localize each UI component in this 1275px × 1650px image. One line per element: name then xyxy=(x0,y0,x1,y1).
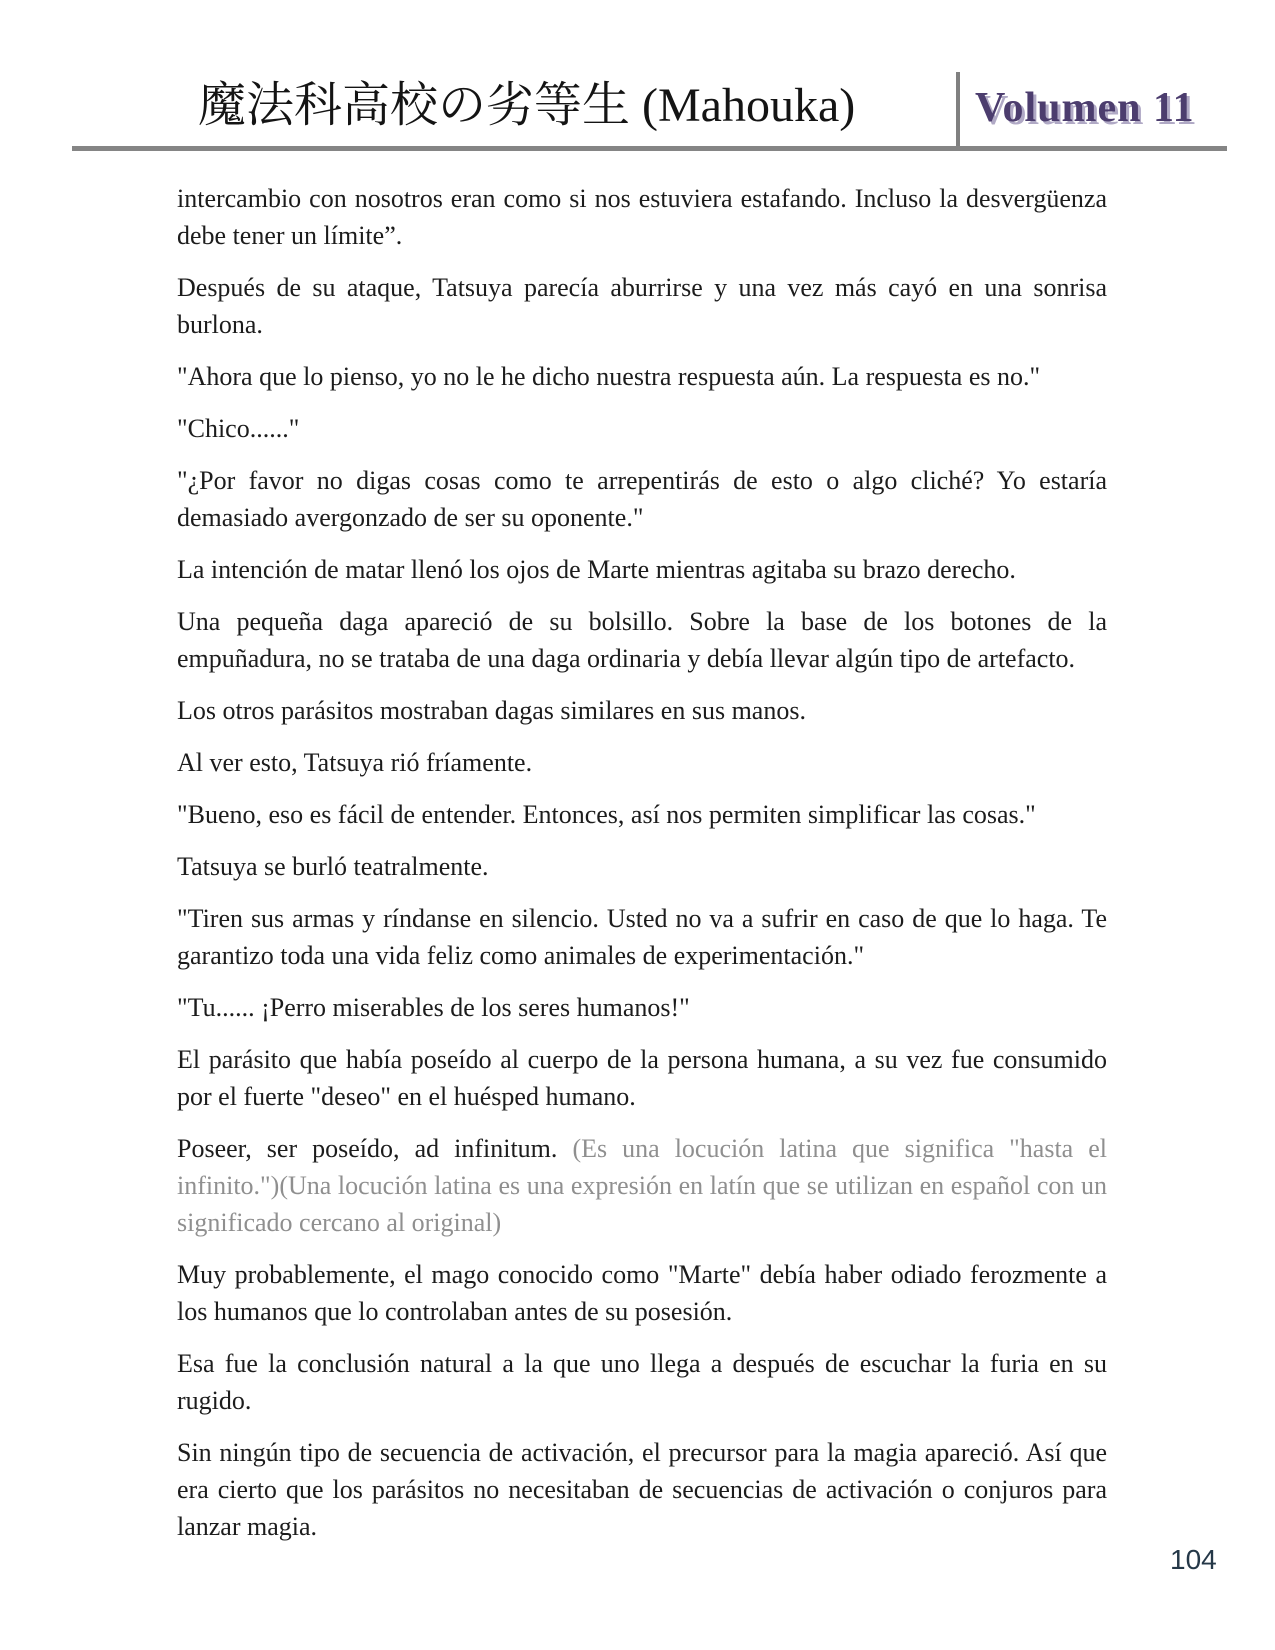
paragraph xyxy=(177,410,1107,447)
paragraph xyxy=(177,462,1107,536)
paragraph-text: Poseer, ser poseído, ad infinitum. xyxy=(177,1134,558,1163)
paragraph-text: Al ver esto, Tatsuya rió fríamente. xyxy=(177,748,533,777)
paragraph xyxy=(177,744,1107,781)
paragraph xyxy=(177,1256,1107,1330)
paragraph-text: Tatsuya se burló teatralmente. xyxy=(177,852,489,881)
paragraph xyxy=(177,269,1107,343)
paragraph xyxy=(177,358,1107,395)
paragraph xyxy=(177,796,1107,833)
paragraph-text: "Ahora que lo pienso, yo no le he dicho nuestra respuesta aún. La respuesta es no." xyxy=(177,362,1041,391)
page-number: 104 xyxy=(1170,1544,1217,1575)
paragraph xyxy=(177,989,1107,1026)
title-text: 魔法科高校の劣等生 (Mahouka) xyxy=(198,79,856,132)
translator-note-text: (Es una locución latina que significa "hasta el infinito.")(Una locución latina es una expresión en latín que se utilizan en español con un significado cercano al original) xyxy=(177,1134,1108,1237)
page-title xyxy=(198,76,855,136)
paragraph-text: Los otros parásitos mostraban dagas similares en sus manos. xyxy=(177,696,806,725)
paragraph-text: "Bueno, eso es fácil de entender. Entonces, así nos permiten simplificar las cosas." xyxy=(177,800,1036,829)
paragraph-text: intercambio con nosotros eran como si nos estuviera estafando. Incluso la desvergüenza debe tener un límite”. xyxy=(177,184,1107,250)
paragraph-text: Muy probablemente, el mago conocido como "Marte" debía haber odiado ferozmente a los humanos que lo controlaban antes de su posesión. xyxy=(177,1260,1107,1326)
paragraph-text: "¿Por favor no digas cosas como te arrepentirás de esto o algo cliché? Yo estaría demasiado avergonzado de ser su oponente." xyxy=(177,466,1107,532)
paragraph-text: "Chico......" xyxy=(177,414,300,443)
paragraph-text: Sin ningún tipo de secuencia de activación, el precursor para la magia apareció. Así que era cierto que los parásitos no necesitaban de secuencias de activación o conjuros para lanzar magia. xyxy=(177,1438,1107,1541)
paragraph-text: "Tu...... ¡Perro miserables de los seres humanos!" xyxy=(177,993,690,1022)
paragraph xyxy=(177,603,1107,677)
paragraph-text: La intención de matar llenó los ojos de Marte mientras agitaba su brazo derecho. xyxy=(177,555,1016,584)
paragraph-text: Una pequeña daga apareció de su bolsillo. Sobre la base de los botones de la empuñadura, no se trataba de una daga ordinaria y debía llevar algún tipo de artefacto. xyxy=(177,607,1107,673)
paragraph xyxy=(177,848,1107,885)
volume-label: Volumen 11 xyxy=(975,85,1195,131)
paragraph xyxy=(177,1041,1107,1115)
paragraph xyxy=(177,551,1107,588)
body-text xyxy=(177,180,1107,1560)
paragraph xyxy=(177,692,1107,729)
paragraph xyxy=(177,900,1107,974)
paragraph xyxy=(177,1434,1107,1545)
paragraph xyxy=(177,1345,1107,1419)
paragraph xyxy=(177,180,1107,254)
paragraph-text: Después de su ataque, Tatsuya parecía aburrirse y una vez más cayó en una sonrisa burlona. xyxy=(177,273,1107,339)
paragraph-text: Esa fue la conclusión natural a la que uno llega a después de escuchar la furia en su rugido. xyxy=(177,1349,1107,1415)
header-vertical-divider xyxy=(956,72,960,148)
paragraph-text: El parásito que había poseído al cuerpo de la persona humana, a su vez fue consumido por el fuerte "deseo" en el huésped humano. xyxy=(177,1045,1107,1111)
paragraph-with-note xyxy=(177,1130,1107,1241)
paragraph-text: "Tiren sus armas y ríndanse en silencio. Usted no va a sufrir en caso de que lo haga. Te garantizo toda una vida feliz como animales de experimentación." xyxy=(177,904,1107,970)
header-rule xyxy=(72,146,1227,151)
